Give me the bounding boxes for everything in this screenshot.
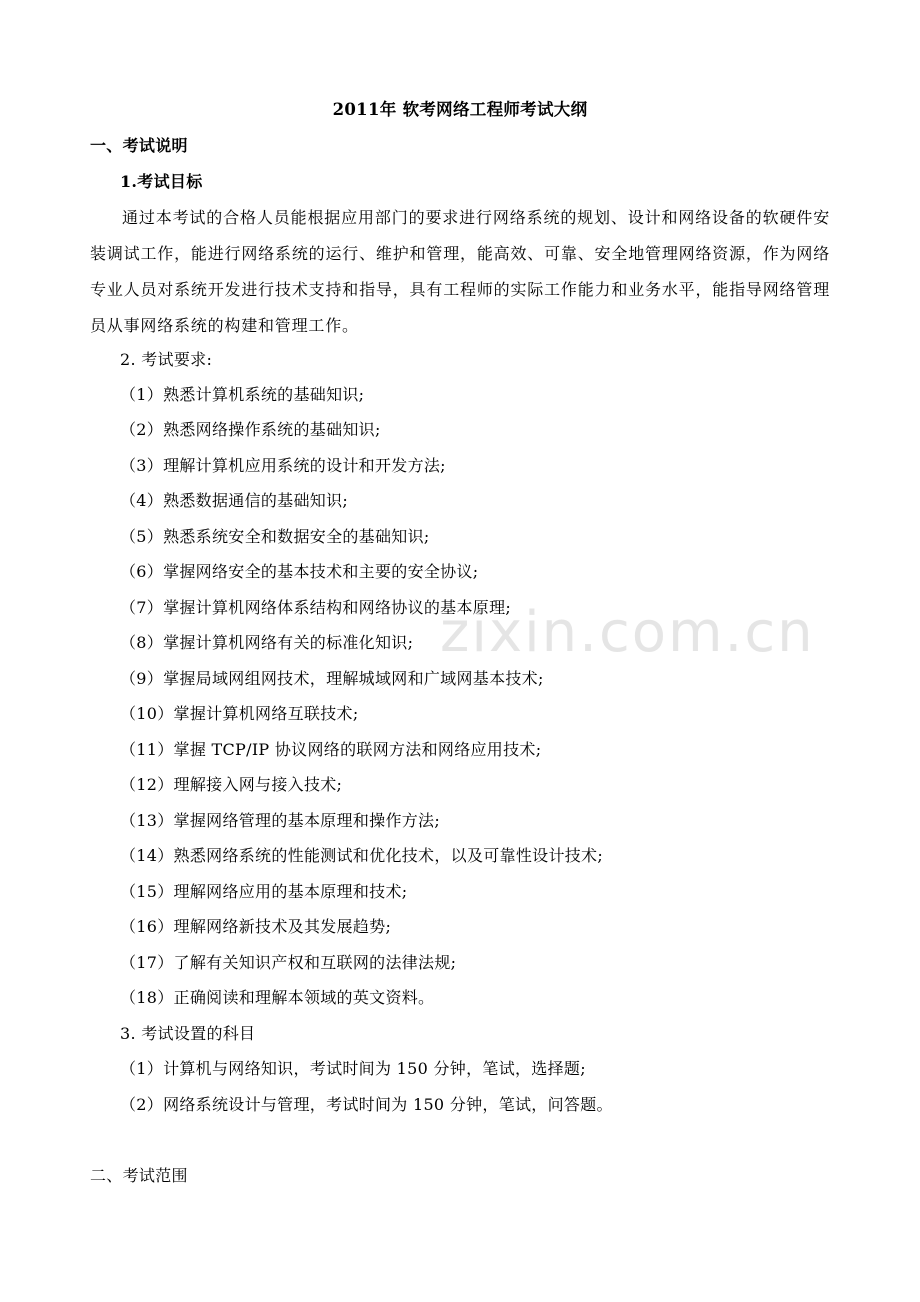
- requirement-item: （4）熟悉数据通信的基础知识;: [120, 491, 349, 510]
- exam-goal-paragraph-box: [90, 200, 830, 344]
- section-heading-exam-description: 一、考试说明: [90, 136, 188, 155]
- requirement-item: （9）掌握局域网组网技术，理解城域网和广域网基本技术;: [120, 669, 544, 688]
- watermark-text: zixin.com.cn: [440, 600, 815, 665]
- requirement-item: （5）熟悉系统安全和数据安全的基础知识;: [120, 527, 430, 546]
- requirement-item: （1）熟悉计算机系统的基础知识;: [120, 385, 365, 404]
- requirement-item: （12）理解接入网与接入技术;: [120, 775, 343, 794]
- subheading-exam-goal: 1.考试目标: [120, 172, 203, 191]
- requirement-item: （7）掌握计算机网络体系结构和网络协议的基本原理;: [120, 598, 512, 617]
- requirement-item: （17）了解有关知识产权和互联网的法律法规;: [120, 953, 457, 972]
- requirement-item: （15）理解网络应用的基本原理和技术;: [120, 882, 408, 901]
- requirement-item: （11）掌握 TCP/IP 协议网络的联网方法和网络应用技术;: [120, 740, 542, 759]
- subheading-exam-requirements: 2. 考试要求:: [120, 350, 213, 369]
- requirement-item: （10）掌握计算机网络互联技术;: [120, 704, 359, 723]
- exam-goal-paragraph: 通过本考试的合格人员能根据应用部门的要求进行网络系统的规划、设计和网络设备的软硬件安装调试工作，能进行网络系统的运行、维护和管理，能高效、可靠、安全地管理网络资源，作为网络专业人员对系统开发进行技术支持和指导，具有工程师的实际工作能力和业务水平，能指导网络管理员从事网络系统的构建和管理工作。: [90, 208, 830, 335]
- requirement-item: （16）理解网络新技术及其发展趋势;: [120, 917, 392, 936]
- section-heading-exam-scope: 二、考试范围: [90, 1166, 188, 1185]
- requirement-item: （18）正确阅读和理解本领域的英文资料。: [120, 988, 435, 1007]
- requirement-item: （6）掌握网络安全的基本技术和主要的安全协议;: [120, 562, 479, 581]
- requirement-item: （8）掌握计算机网络有关的标准化知识;: [120, 633, 414, 652]
- subject-item: （2）网络系统设计与管理，考试时间为 150 分钟，笔试，问答题。: [120, 1095, 613, 1114]
- requirement-item: （14）熟悉网络系统的性能测试和优化技术，以及可靠性设计技术;: [120, 846, 604, 865]
- requirement-item: （3）理解计算机应用系统的设计和开发方法;: [120, 456, 446, 475]
- subject-item: （1）计算机与网络知识，考试时间为 150 分钟，笔试，选择题;: [120, 1059, 586, 1078]
- subheading-exam-subjects: 3. 考试设置的科目: [120, 1024, 256, 1043]
- requirement-item: （13）掌握网络管理的基本原理和操作方法;: [120, 811, 441, 830]
- requirement-item: （2）熟悉网络操作系统的基础知识;: [120, 420, 381, 439]
- document-title: 2011年 软考网络工程师考试大纲: [332, 100, 588, 119]
